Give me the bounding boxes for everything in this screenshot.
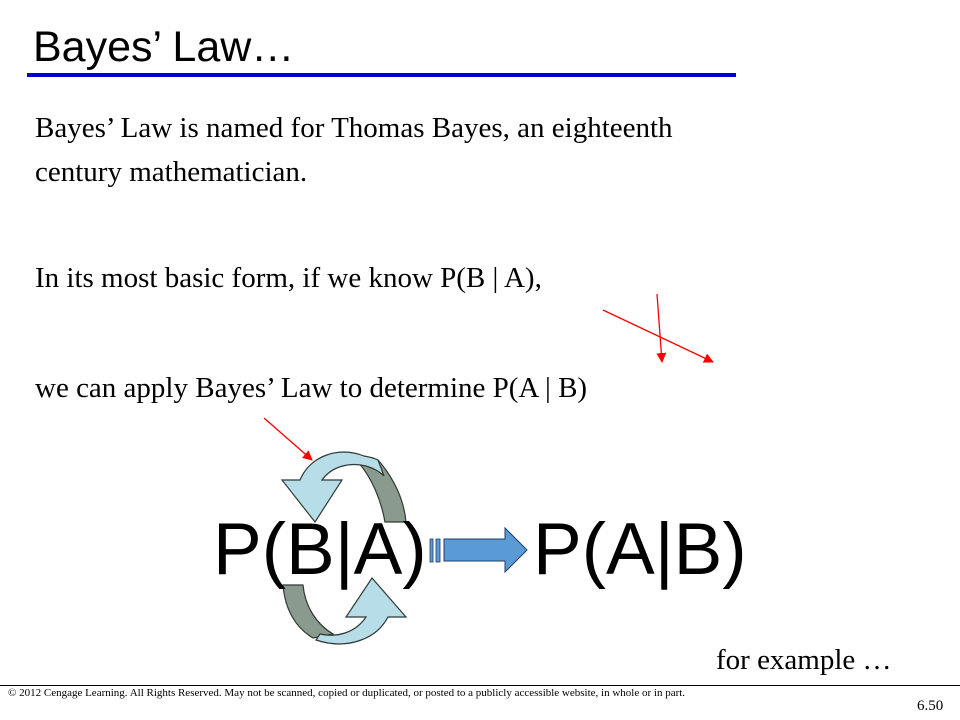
basic-form-line: In its most basic form, if we know P(B | A), [35,262,542,294]
slide-title: Bayes’ Law… [33,23,295,71]
intro-line-1: Bayes’ Law is named for Thomas Bayes, an eighteenth [35,112,673,144]
formula-p-b-given-a: P(B|A) [213,509,427,590]
block-arrow-stripe-2 [436,539,440,562]
slide-number: 6.50 [917,698,944,714]
copyright-notice: © 2012 Cengage Learning. All Rights Reserved. May not be scanned, copied or duplicated, or posted to a publicly accessible website, in whole or in part. [8,687,686,699]
for-example-text: for example … [716,644,892,676]
block-arrow [444,528,527,572]
annotation-arrow-2 [603,310,713,362]
annotation-arrow-1 [657,294,662,362]
block-arrow-stripe-1 [430,539,433,562]
apply-line: we can apply Bayes’ Law to determine P(A | B) [35,372,588,404]
annotation-arrow-3 [264,418,312,460]
intro-line-2: century mathematician. [35,156,308,188]
formula-p-a-given-b: P(A|B) [533,509,747,590]
